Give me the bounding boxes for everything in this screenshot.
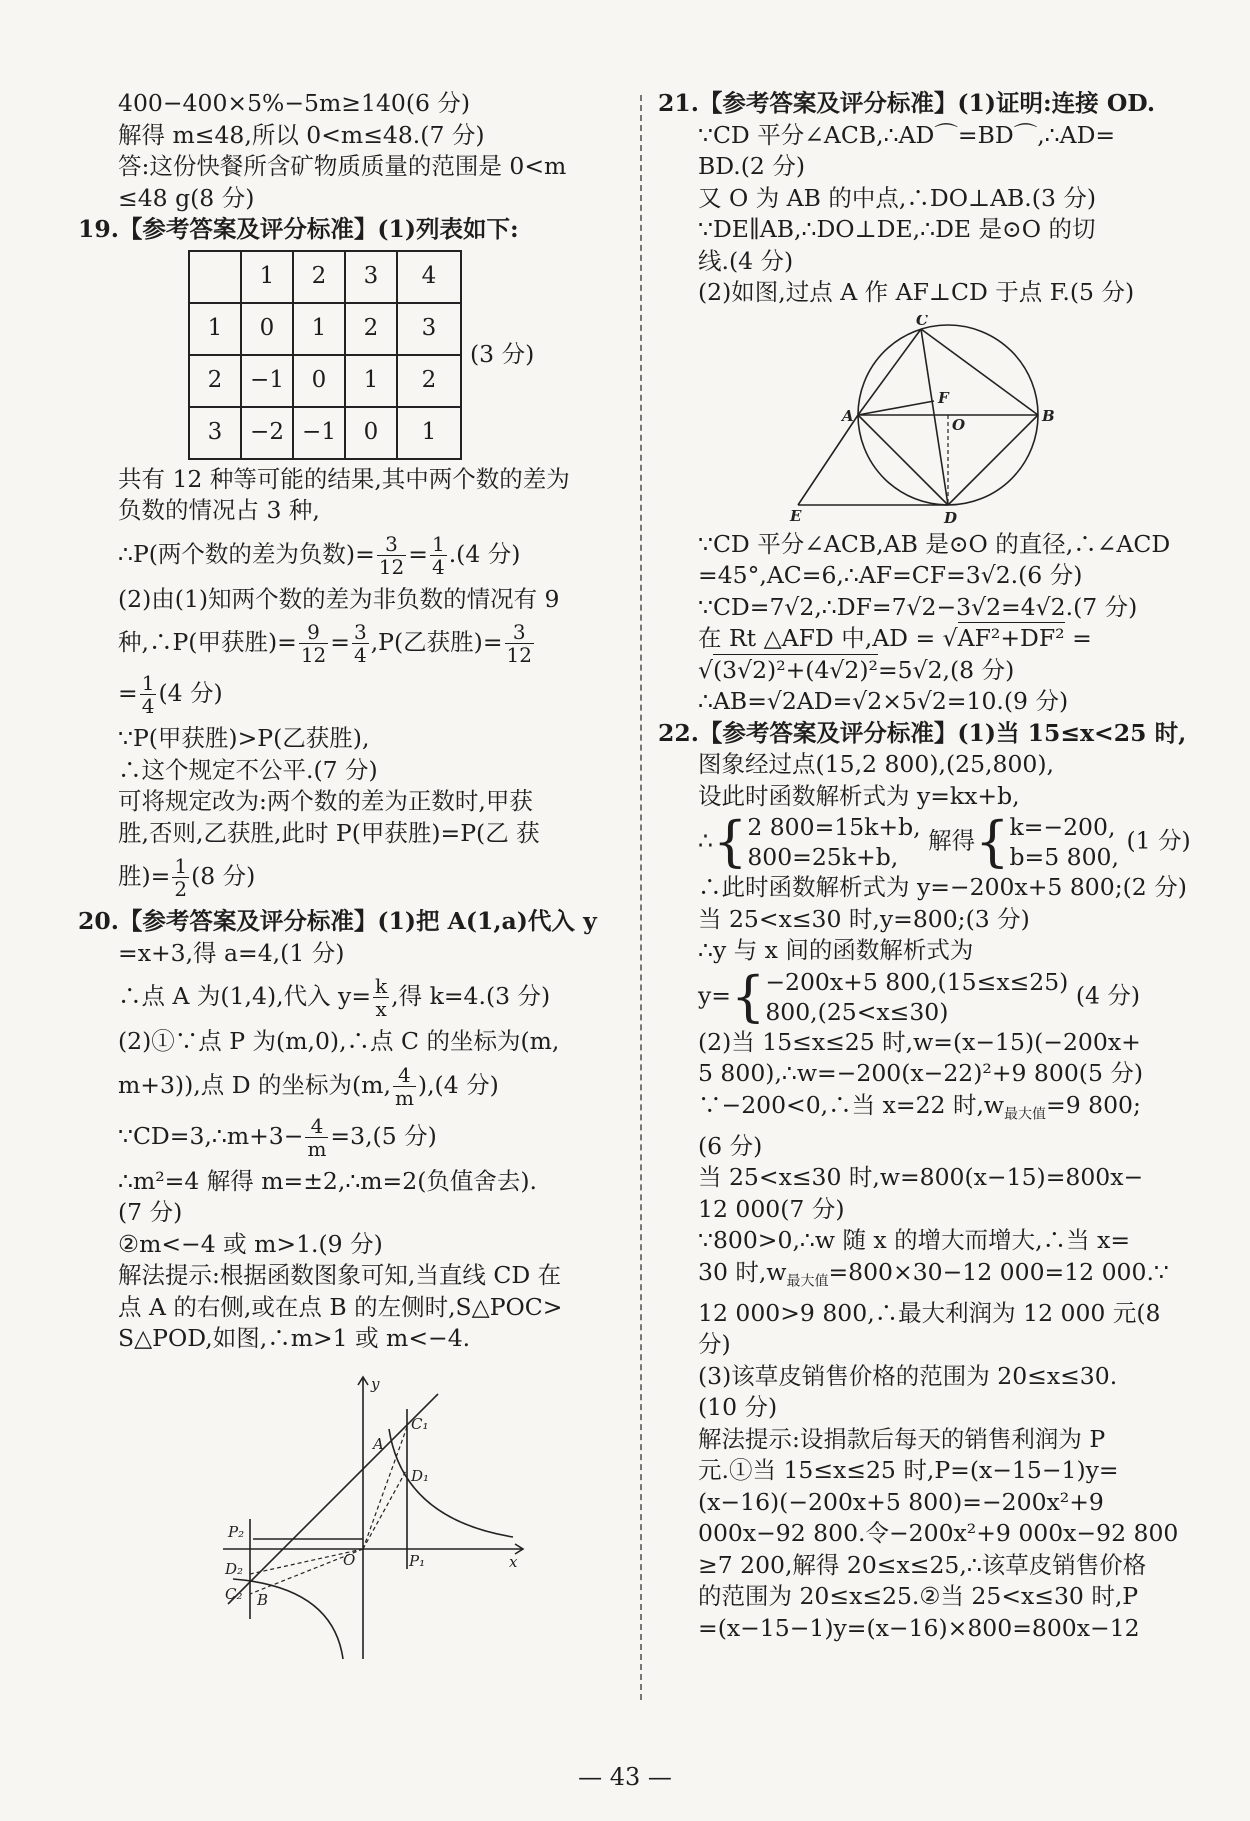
q20-heading: 20.【参考答案及评分标准】(1)把 A(1,a)代入 y (78, 907, 597, 935)
solution-stack (1009, 812, 1118, 872)
table-row (189, 251, 461, 303)
label-b: B (257, 1590, 269, 1609)
text-line: 12 000(7 分) (698, 1194, 845, 1223)
piecewise-stack (765, 967, 1068, 1027)
radicand: (3√2)²+(4√2)² (712, 655, 878, 684)
numerator: 3 (353, 620, 367, 644)
fraction (140, 672, 157, 717)
column-divider (640, 95, 642, 1700)
q20-figure (213, 1369, 533, 1669)
equation: b=5 800, (1009, 843, 1119, 871)
text-line: 可将规定改为:两个数的差为正数时,甲获 (118, 787, 533, 815)
fraction (393, 1064, 416, 1109)
equation: 2 800=15k+b, (747, 813, 921, 841)
formula-line (118, 672, 618, 717)
table-cell: 2 (397, 355, 461, 407)
segment-ea (798, 415, 858, 505)
text-line: 当 25<x≤30 时,w=800(x−15)=800x− (698, 1163, 1144, 1192)
label-c: C (916, 314, 928, 329)
fraction (430, 533, 447, 578)
system-line (698, 812, 1200, 872)
text-line: =(x−15−1)y=(x−16)×800=800x−12 (698, 1613, 1140, 1642)
denominator: 2 (174, 877, 188, 901)
text-line: 解法提示:根据函数图象可知,当直线 CD 在 (118, 1261, 562, 1289)
text-span: =9 800; (1046, 1090, 1141, 1119)
text-line: 的范围为 20≤x≤25.②当 25<x≤30 时,P (698, 1582, 1139, 1611)
text-line: ∴m²=4 解得 m=±2,∴m=2(负值舍去). (118, 1166, 538, 1195)
text-span: 30 时,w (698, 1257, 787, 1286)
text-span: = (408, 539, 428, 568)
text-span: ∴点 A 为(1,4),代入 y= (118, 982, 372, 1010)
label-o: O (343, 1550, 356, 1569)
equation: 800=25k+b, (747, 843, 899, 871)
text-line: =45°,AC=6,∴AF=CF=3√2.(6 分) (698, 561, 1083, 589)
text-span: = (330, 628, 350, 656)
q21-figure (788, 315, 1078, 525)
text-line: ∵P(甲获胜)>P(乙获胜), (118, 724, 370, 752)
numerator: 1 (431, 531, 445, 556)
subscript: 最大值 (786, 1273, 829, 1290)
q19-table-block (118, 246, 618, 464)
text-span: (1 分) (1126, 826, 1191, 855)
text-span: ∵CD=3,∴m+3− (118, 1121, 304, 1150)
fraction (305, 1115, 328, 1160)
text-line: ∵CD 平分∠ACB,AB 是⊙O 的直径,∴∠ACD (698, 529, 1171, 558)
numerator: 3 (377, 533, 406, 556)
text-line: (2)如图,过点 A 作 AF⊥CD 于点 F.(5 分) (698, 278, 1135, 306)
text-line: (2)由(1)知两个数的差为非负数的情况有 9 (118, 584, 560, 613)
equation: −200x+5 800,(15≤x≤25) (765, 967, 1069, 996)
table-cell: 0 (241, 303, 293, 355)
formula-line (118, 1064, 618, 1109)
left-column (78, 88, 618, 1669)
denominator: 12 (378, 554, 405, 579)
piecewise-line (698, 964, 1200, 1028)
text-line: ≤48 g(8 分) (118, 183, 255, 212)
text-span: = (1064, 624, 1092, 652)
equation: k=−200, (1009, 813, 1116, 841)
formula-line (698, 1257, 1200, 1298)
denominator: 12 (300, 643, 327, 667)
formula-line (118, 1115, 618, 1160)
label-c2: C₂ (225, 1584, 243, 1603)
text-line: S△POD,如图,∴m>1 或 m<−4. (118, 1324, 471, 1352)
formula-line: √(3√2)²+(4√2)²=5√2,(8 分) (698, 655, 1015, 684)
label-f: F (938, 388, 949, 407)
table-cell: −1 (293, 407, 345, 459)
right-column (658, 88, 1200, 1644)
table-cell: 1 (397, 407, 461, 459)
table-cell: 0 (293, 355, 345, 407)
formula-line (698, 1090, 1200, 1131)
text-span: ),(4 分) (417, 1070, 499, 1099)
q19-heading: 19.【参考答案及评分标准】(1)列表如下: (78, 215, 519, 243)
fraction (299, 621, 328, 666)
left-brace: { (975, 810, 1010, 873)
text-line: 负数的情况占 3 种, (118, 496, 320, 524)
left-brace: { (730, 964, 766, 1028)
fraction (377, 533, 406, 578)
table-row (189, 303, 461, 355)
text-span: (8 分) (191, 862, 256, 890)
text-line: 解法提示:设捐款后每天的销售利润为 P (698, 1424, 1106, 1453)
text-line: 000x−92 800.令−200x²+9 000x−92 800 (698, 1519, 1179, 1548)
text-span: =3,(5 分) (330, 1121, 437, 1150)
text-line: 共有 12 种等可能的结果,其中两个数的差为 (118, 464, 570, 493)
table-cell: 4 (397, 251, 461, 303)
text-span: .(4 分) (448, 539, 521, 568)
label-a: A (373, 1434, 384, 1453)
label-c1: C₁ (411, 1414, 429, 1433)
table-cell: 1 (293, 303, 345, 355)
formula-line (118, 975, 618, 1020)
text-line: ∴这个规定不公平.(7 分) (118, 755, 378, 784)
text-line: 400−400×5%−5m≥140(6 分) (118, 89, 471, 117)
text-line: 线.(4 分) (698, 246, 794, 275)
text-line: 当 25<x≤30 时,y=800;(3 分) (698, 904, 1030, 933)
text-span: =800×30−12 000=12 000.∵ (828, 1257, 1169, 1286)
label-d1: D₁ (411, 1466, 430, 1485)
text-line: ∵CD 平分∠ACB,∴AD⌒=BD⌒,∴AD= (698, 120, 1116, 149)
table-cell (189, 251, 241, 303)
text-line: 胜,否则,乙获胜,此时 P(甲获胜)=P(乙 获 (118, 818, 540, 847)
table-cell: 0 (345, 407, 397, 459)
text-line: 解得 m≤48,所以 0<m≤48.(7 分) (118, 120, 485, 149)
fraction (352, 621, 369, 666)
score-note: (3 分) (470, 339, 535, 368)
numerator: k (375, 974, 388, 998)
text-line: (x−16)(−200x+5 800)=−200x²+9 (698, 1487, 1104, 1516)
table-cell: −2 (241, 407, 293, 459)
denominator: 12 (506, 643, 532, 667)
denominator: 4 (141, 694, 155, 718)
text-line: 设此时函数解析式为 y=kx+b, (698, 781, 1020, 810)
segment-ac (858, 329, 921, 415)
text-line: ∵800>0,∴w 随 x 的增大而增大,∴当 x= (698, 1226, 1131, 1255)
table-cell: 3 (345, 251, 397, 303)
segment-ad (858, 415, 948, 505)
label-b: B (1042, 406, 1055, 425)
text-line: ∵DE∥AB,∴DO⊥DE,∴DE 是⊙O 的切 (698, 215, 1096, 243)
text-line: 分) (698, 1330, 731, 1359)
table-cell: 2 (345, 303, 397, 355)
table-cell: 2 (189, 355, 241, 407)
table-row (189, 355, 461, 407)
text-span: ∴P(两个数的差为负数)= (118, 539, 375, 568)
text-line: 图象经过点(15,2 800),(25,800), (698, 750, 1054, 778)
table-cell: 1 (189, 303, 241, 355)
table-cell: 1 (241, 251, 293, 303)
text-line: ∴此时函数解析式为 y=−200x+5 800;(2 分) (698, 873, 1187, 901)
text-span: = (118, 679, 138, 707)
label-y: y (371, 1374, 380, 1393)
text-span: (4 分) (158, 679, 223, 707)
formula-line (118, 855, 618, 900)
numerator: 1 (174, 854, 188, 878)
text-line: (6 分) (698, 1131, 763, 1160)
denominator: m (307, 1136, 327, 1161)
equation-stack (747, 812, 920, 872)
text-span: (4 分) (1075, 981, 1141, 1009)
segment-cd (921, 329, 948, 505)
text-span: 解得 (928, 826, 976, 855)
page-number: — 43 — (578, 1763, 672, 1791)
therefore-symbol: ∴ (698, 826, 713, 855)
text-span: m+3)),点 D 的坐标为(m, (118, 1070, 391, 1099)
denominator: 4 (353, 643, 367, 667)
text-line: 答:这份快餐所含矿物质质量的范围是 0<m (118, 152, 567, 180)
numerator: 4 (393, 1064, 416, 1087)
text-line: (2)①∵点 P 为(m,0),∴点 C 的坐标为(m, (118, 1027, 560, 1055)
denominator: x (375, 997, 387, 1021)
denominator: m (394, 1085, 414, 1110)
text-span: ,P(乙获胜)= (370, 628, 503, 656)
label-e: E (790, 506, 802, 525)
text-line: =x+3,得 a=4,(1 分) (118, 938, 345, 967)
numerator: 1 (141, 671, 155, 695)
left-brace: { (712, 810, 748, 873)
segment-af (858, 401, 934, 415)
equation: 800,(25<x≤30) (765, 997, 949, 1026)
formula-line (118, 621, 618, 666)
table-cell: 2 (293, 251, 345, 303)
subscript: 最大值 (1004, 1106, 1047, 1123)
table-cell: 1 (345, 355, 397, 407)
text-line: 5 800),∴w=−200(x−22)²+9 800(5 分) (698, 1059, 1144, 1087)
q21-heading: 21.【参考答案及评分标准】(1)证明:连接 OD. (658, 89, 1156, 117)
label-p2: P₂ (228, 1522, 245, 1541)
radicand: AF²+DF² (957, 624, 1065, 652)
text-span: ,得 k=4.(3 分) (391, 982, 551, 1010)
text-line: BD.(2 分) (698, 152, 806, 180)
text-span: 种,∴P(甲获胜)= (118, 628, 297, 656)
label-d: D (944, 508, 958, 525)
fraction (505, 621, 534, 666)
dashed-oc1 (363, 1427, 407, 1549)
numerator: 9 (299, 621, 328, 644)
table-cell: −1 (241, 355, 293, 407)
text-span: =5√2,(8 分) (877, 655, 1015, 684)
text-span: y= (698, 981, 731, 1009)
label-a: A (842, 406, 854, 425)
text-line: ∵CD=7√2,∴DF=7√2−3√2=4√2.(7 分) (698, 592, 1138, 621)
formula-line (118, 533, 618, 578)
text-line: 又 O 为 AB 的中点,∴DO⊥AB.(3 分) (698, 183, 1097, 212)
numerator: 4 (305, 1115, 328, 1138)
text-line: (3)该草皮销售价格的范围为 20≤x≤30. (698, 1361, 1118, 1390)
text-line: (7 分) (118, 1198, 183, 1226)
text-line: 12 000>9 800,∴最大利润为 12 000 元(8 (698, 1298, 1161, 1327)
text-span: ∵−200<0,∴当 x=22 时,w (698, 1090, 1005, 1119)
label-o: O (952, 415, 966, 434)
label-x: x (509, 1552, 518, 1571)
table-cell: 3 (397, 303, 461, 355)
table-cell: 3 (189, 407, 241, 459)
text-line: 元.①当 15≤x≤25 时,P=(x−15−1)y= (698, 1456, 1119, 1485)
numerator: 3 (505, 621, 534, 644)
denominator: 4 (431, 554, 445, 579)
dashed-od1 (363, 1469, 407, 1549)
table-row (189, 407, 461, 459)
text-line: 点 A 的右侧,或在点 B 的左侧时,S△POC> (118, 1292, 563, 1321)
text-line: ②m<−4 或 m>1.(9 分) (118, 1229, 383, 1258)
text-line: ∴AB=√2AD=√2×5√2=10.(9 分) (698, 687, 1069, 715)
text-line: ≥7 200,解得 20≤x≤25,∴该草皮销售价格 (698, 1550, 1147, 1579)
formula-line: 在 Rt △AFD 中,AD = √AF²+DF² = (698, 624, 1092, 652)
text-line: (10 分) (698, 1393, 778, 1422)
text-span: 在 Rt △AFD 中,AD = (698, 624, 943, 652)
fraction (172, 855, 189, 900)
text-line: (2)当 15≤x≤25 时,w=(x−15)(−200x+ (698, 1027, 1141, 1056)
label-p1: P₁ (409, 1551, 426, 1570)
q22-heading: 22.【参考答案及评分标准】(1)当 15≤x<25 时, (658, 718, 1187, 747)
text-line: ∴y 与 x 间的函数解析式为 (698, 936, 974, 964)
fraction (373, 975, 389, 1020)
q19-difference-table (188, 250, 462, 460)
label-d2: D₂ (225, 1559, 244, 1578)
text-span: 胜)= (118, 862, 171, 890)
